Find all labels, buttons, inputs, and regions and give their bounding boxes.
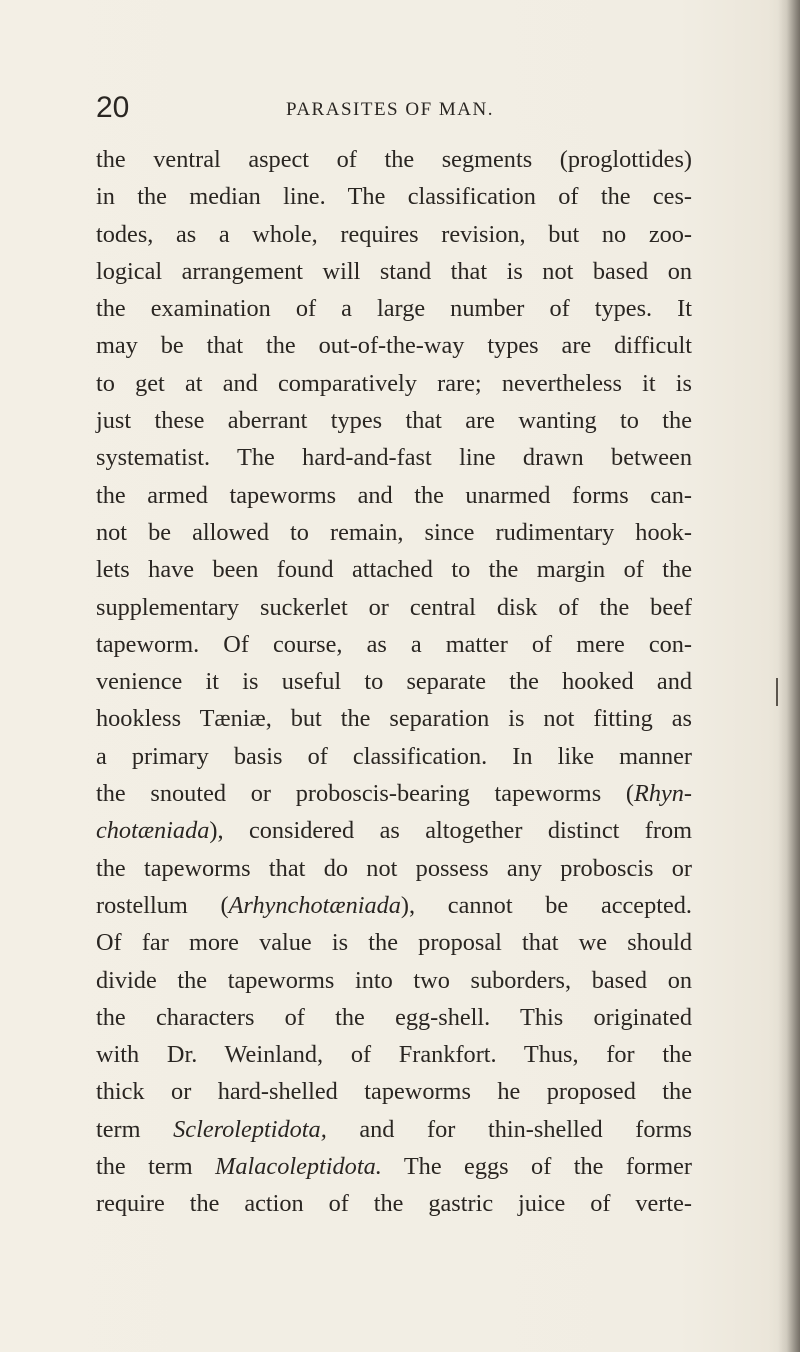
text-line: may be that the out-of-the-way types are difficult [96, 332, 692, 360]
text-line: the characters of the egg-shell. This originated [96, 1003, 692, 1031]
page-number: 20 [96, 91, 130, 124]
italic-term: Rhyn- [633, 780, 692, 808]
text-line: require the action of the gastric juice of verte- [96, 1190, 692, 1218]
italic-term: Arhynchotæniada [228, 891, 401, 919]
italic-term: chotæniada [96, 817, 210, 845]
text-segment: the term [96, 1153, 216, 1181]
text-segment: The eggs of the former [381, 1153, 692, 1181]
text-line: the ventral aspect of the segments (proglottides) [96, 146, 692, 173]
text-line: thick or hard-shelled tapeworms he proposed the [96, 1078, 692, 1106]
text-segment: ), cannot be accepted. [400, 891, 692, 919]
text-line: Of far more value is the proposal that we should [96, 929, 692, 957]
text-line: divide the tapeworms into two suborders, based on [96, 966, 692, 994]
text-line [96, 775, 692, 812]
text-line [96, 1111, 692, 1148]
text-line [96, 1148, 692, 1185]
text-line: with Dr. Weinland, of Frankfort. Thus, for the [96, 1041, 692, 1069]
italic-term: Malacoleptidota. [215, 1153, 382, 1181]
edge-mark [776, 678, 778, 706]
text-line: the examination of a large number of types. It [96, 295, 692, 323]
text-line: systematist. The hard-and-fast line drawn between [96, 444, 692, 472]
page-edge-shadow [778, 0, 800, 1352]
running-head: PARASITES OF MAN. [286, 99, 494, 120]
text-line [96, 812, 692, 849]
italic-term: Scleroleptidota, [173, 1115, 327, 1143]
text-line: hookless Tæniæ, but the separation is not fitting as [96, 705, 692, 733]
body-text [96, 141, 692, 1223]
text-line [96, 887, 692, 924]
text-segment: ), considered as altogether distinct from [209, 817, 692, 845]
text-line: the tapeworms that do not possess any proboscis or [96, 854, 692, 882]
text-line: not be allowed to remain, since rudimentary hook- [96, 518, 692, 546]
text-line: just these aberrant types that are wanting to the [96, 407, 692, 435]
text-line: venience it is useful to separate the hooked and [96, 668, 692, 696]
text-segment: term [96, 1115, 174, 1143]
text-line: in the median line. The classification of the ces- [96, 183, 692, 211]
text-line: to get at and comparatively rare; nevertheless it is [96, 369, 692, 397]
page-header [96, 88, 696, 128]
text-segment: the snouted or proboscis-bearing tapeworms ( [96, 780, 634, 808]
text-line: lets have been found attached to the margin of the [96, 556, 692, 584]
text-line: supplementary suckerlet or central disk of the beef [96, 593, 692, 621]
text-line: a primary basis of classification. In like manner [96, 742, 692, 770]
text-line: todes, as a whole, requires revision, but no zoo- [96, 220, 692, 248]
text-line: tapeworm. Of course, as a matter of mere con- [96, 630, 692, 658]
text-segment: and for thin-shelled forms [326, 1115, 692, 1143]
text-line: logical arrangement will stand that is not based on [96, 257, 692, 285]
text-line: the armed tapeworms and the unarmed forms can- [96, 481, 692, 509]
text-segment: rostellum ( [96, 891, 229, 919]
